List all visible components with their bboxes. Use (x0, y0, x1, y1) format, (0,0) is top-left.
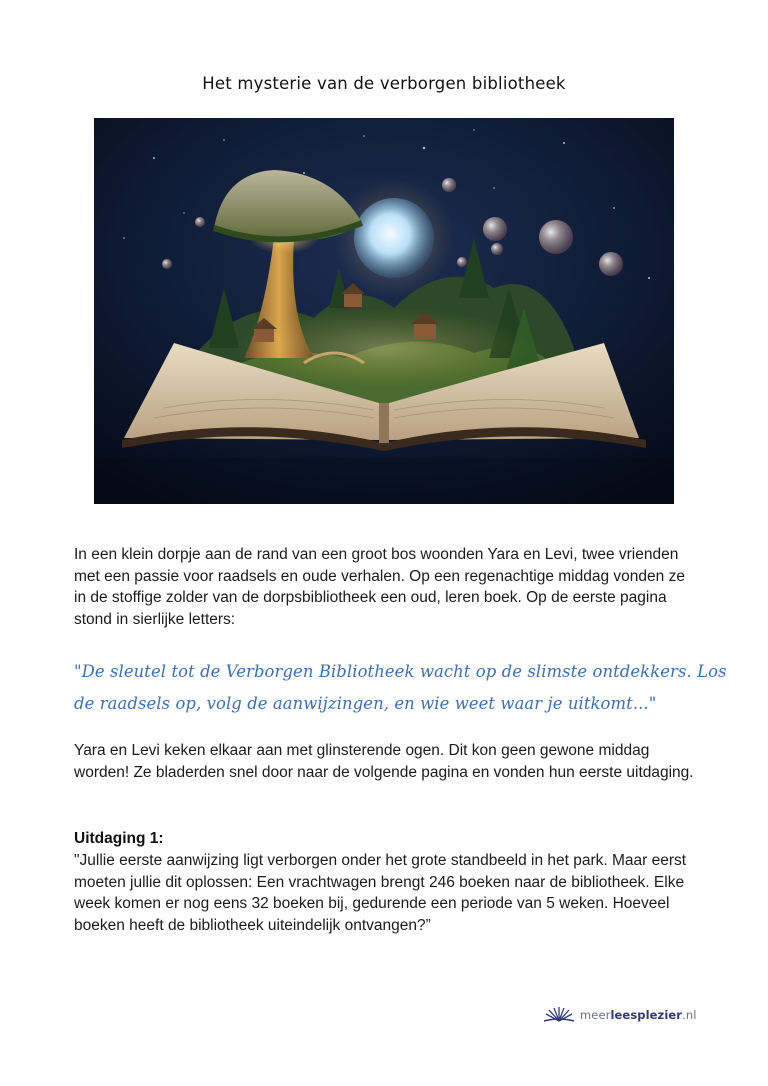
riddle-quote: "De sleutel tot de Verborgen Bibliotheek wacht op de slimste ontdekkers. Los de raadsels op, volg de aanwijzingen, en wie weet waar je uitkomt..." (74, 662, 727, 713)
site-logo[interactable] (542, 1004, 697, 1026)
page-title: Het mysterie van de verborgen bibliotheek (202, 74, 566, 93)
story-paragraph: Yara en Levi keken elkaar aan met glinsterende ogen. Dit kon geen gewone middag worden! Ze bladerden snel door naar de volgende pagina en vonden hun eerste uitdaging. (74, 742, 694, 781)
intro-paragraph: In een klein dorpje aan de rand van een groot bos woonden Yara en Levi, twee vrienden met een passie voor raadsels en oude verhalen. Op een regenachtige middag vonden ze in de stoffige zolder van de dorpsbibliotheek een oud, leren boek. Op de eerste pagina stond in sierlijke letters: (74, 546, 685, 628)
book-illustration (94, 118, 674, 504)
open-magic-book-with-world-icon (94, 118, 674, 504)
book-fan-icon (542, 1006, 576, 1024)
challenge-paragraph: "Jullie eerste aanwijzing ligt verborgen onder het grote standbeeld in het park. Maar eerst moeten jullie dit oplossen: Een vrachtwagen brengt 246 boeken naar de bibliotheek. Elke week komen er nog eens 32 boeken bij, gedurende een periode van 5 weken. Hoeveel boeken heeft de bibliotheek uiteindelijk ontvangen?” (74, 852, 687, 934)
logo-text: meerleesplezier.nl (580, 1008, 697, 1022)
challenge-heading: Uitdaging 1: (74, 830, 164, 847)
